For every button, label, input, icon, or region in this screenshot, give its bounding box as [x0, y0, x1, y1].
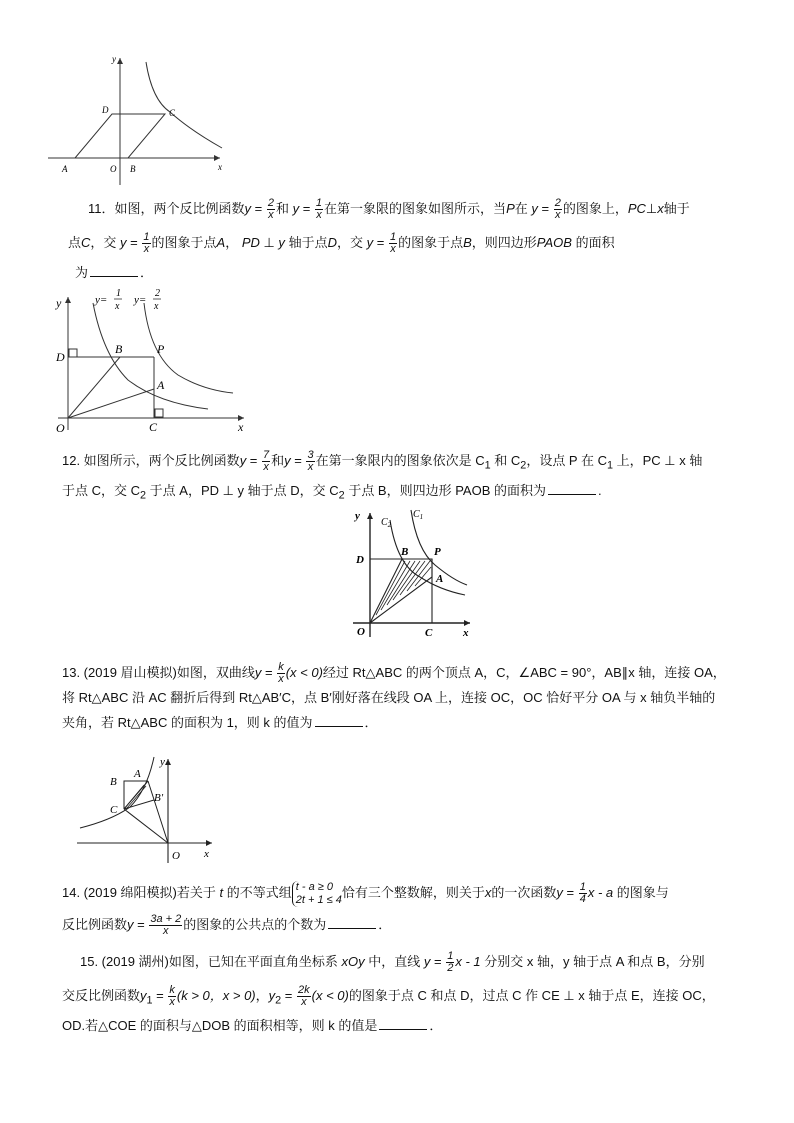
fig2-p-label: P — [157, 342, 165, 356]
q11-frac-2x: $\frac{2}{x}$ — [267, 197, 274, 221]
q15-line2: 交反比例函数$y_1$ = $\frac{k}{x}$ (k > 0，x > 0)，$y_2$ = $\frac{2k}{x}$ (x < 0)的图象于点 C 和点 D，过点 C 作 CE ⊥ x 轴于点 E，连接 OC， — [62, 984, 715, 1008]
q15-number: 15. (2019 湖州)如图，已知在平面直角坐标系 — [80, 953, 338, 969]
fig3-c2-label: $C_2$ — [381, 517, 392, 529]
fig4-x-label: x — [204, 848, 209, 860]
q13-answer-blank[interactable] — [315, 714, 363, 727]
fig1-y-label: y — [112, 54, 116, 64]
fig3-x-label: x — [463, 627, 469, 639]
fig3-c-label: C — [425, 627, 433, 639]
fig1-d-label: D — [102, 105, 109, 115]
q11-line2: 点C，交 y = $\frac{1}{x}$ 的图象于点A， PD ⊥ y 轴于点D，交 y = $\frac{1}{x}$ 的图象于点B，则四边形PAOB 的面积 — [68, 231, 615, 255]
q13-number: 13. (2019 眉山模拟)如图，双曲线 — [62, 664, 255, 680]
fig2-curve1-label: y= — [95, 294, 108, 306]
q12-number: 12. 如图所示，两个反比例函数 — [62, 452, 240, 468]
fig3-d-label: D — [356, 554, 364, 566]
figure-parallelogram — [40, 50, 235, 190]
fig2-c-label: C — [149, 420, 158, 434]
q15-line1: 15. (2019 湖州)如图，已知在平面直角坐标系 xOy 中，直线 y = $\frac{1}{2}$ x - 1 分别交 x 轴，y 轴于点 A 和点 B，分别 — [80, 950, 705, 974]
q12-answer-blank[interactable] — [548, 482, 596, 495]
fig3-c1-label: $C_1$ — [413, 509, 424, 521]
q11-frac-1x: $\frac{1}{x}$ — [315, 197, 323, 221]
fig1-a-label: A — [62, 164, 68, 174]
fig3-b-label: B — [401, 546, 409, 558]
figure-q11 — [48, 285, 258, 435]
figure-q13 — [72, 755, 222, 867]
q12-line2: 于点 C，交 $C_2$ 于点 A，PD ⊥ y 轴于点 D，交 $C_2$ 于点 B，则四边形 PAOB 的面积为 . — [62, 483, 602, 502]
q15-line3: OD.若△COE 的面积与△DOB 的面积相等，则 k 的值是 ． — [62, 1018, 443, 1033]
fig3-o-label: O — [357, 626, 365, 638]
fig2-a-label: A — [157, 378, 165, 392]
q13-line2: 将 Rt△ABC 沿 AC 翻折后得到 Rt△AB′C，点 B′刚好落在线段 OA 上，连接 OC，OC 恰好平分 OA 与 x 轴负半轴的 — [62, 690, 716, 705]
q14-number: 14. (2019 绵阳模拟)若关于 — [62, 885, 216, 900]
fig2-b-label: B — [115, 342, 123, 356]
q14-line1: 14. (2019 绵阳模拟)若关于 t 的不等式组 t - a ≥ 0 2t + 1 ≤ 4恰有三个整数解，则关于x的一次函数y = $\frac{1}{4}$ x - a 的图象与 — [62, 880, 669, 906]
q11-line1: 11．如图，两个反比例函数y = $\frac{2}{x}$ 和 y = $\frac{1}{x}$ 在第一象限的图象如图所示，当P在 y = $\frac{2}{x}$ 的图象上，PC⊥x轴于 — [88, 197, 690, 221]
q11-line3: 为 ． — [75, 265, 154, 280]
fig4-b-label: B — [110, 776, 117, 788]
fig1-x-label: x — [218, 162, 222, 172]
q13-line3: 夹角，若 Rt△ABC 的面积为 1，则 k 的值为 ． — [62, 715, 378, 730]
fig4-y-label: y — [160, 756, 165, 768]
q11-answer-blank[interactable] — [90, 264, 138, 277]
q11-number: 11．如图，两个反比例函数 — [88, 200, 245, 216]
figure-q12 — [345, 505, 480, 645]
fig3-p-label: P — [434, 546, 441, 558]
svg-text:2: 2 — [155, 288, 160, 299]
q15-answer-blank[interactable] — [379, 1017, 427, 1030]
svg-text:1: 1 — [116, 288, 121, 299]
fig2-x-label: x — [238, 420, 244, 434]
fig3-a-label: A — [436, 573, 444, 585]
fig1-o-label: O — [110, 164, 117, 174]
q13-line1: 13. (2019 眉山模拟)如图，双曲线y = $\frac{k}{x}$ (x < 0)经过 Rt△ABC 的两个顶点 A，C，∠ABC = 90°，AB∥x 轴，连接 OA， — [62, 661, 726, 685]
fig4-a-label: A — [134, 768, 141, 780]
fig2-d-label: D — [56, 350, 65, 364]
q12-line1: 12. 如图所示，两个反比例函数y = $\frac{7}{x}$ 和y = $\frac{3}{x}$ 在第一象限内的图象依次是 $C_1$ 和 $C_2$，设点 P 在 $C_1$ 上，PC ⊥ x 轴 — [62, 449, 703, 473]
fig4-bprime-label: B′ — [154, 792, 164, 804]
q14-line2: 反比例函数y = $\frac{3a + 2}{x}$ 的图象的公共点的个数为 ． — [62, 913, 392, 937]
fig2-o-label: O — [56, 421, 65, 435]
fig3-y-label: y — [355, 510, 360, 522]
svg-text:x: x — [115, 301, 120, 312]
fig1-c-label: C — [169, 108, 176, 118]
q14-inequality-system: t - a ≥ 0 2t + 1 ≤ 4 — [292, 881, 342, 907]
fig4-o-label: O — [172, 850, 180, 862]
svg-text:x: x — [154, 301, 159, 312]
fig4-c-label: C — [110, 804, 118, 816]
fig1-b-label: B — [130, 164, 136, 174]
q14-answer-blank[interactable] — [328, 916, 376, 929]
fig2-y-label: y — [56, 296, 62, 310]
fig2-curve2-label: y= — [134, 294, 147, 306]
